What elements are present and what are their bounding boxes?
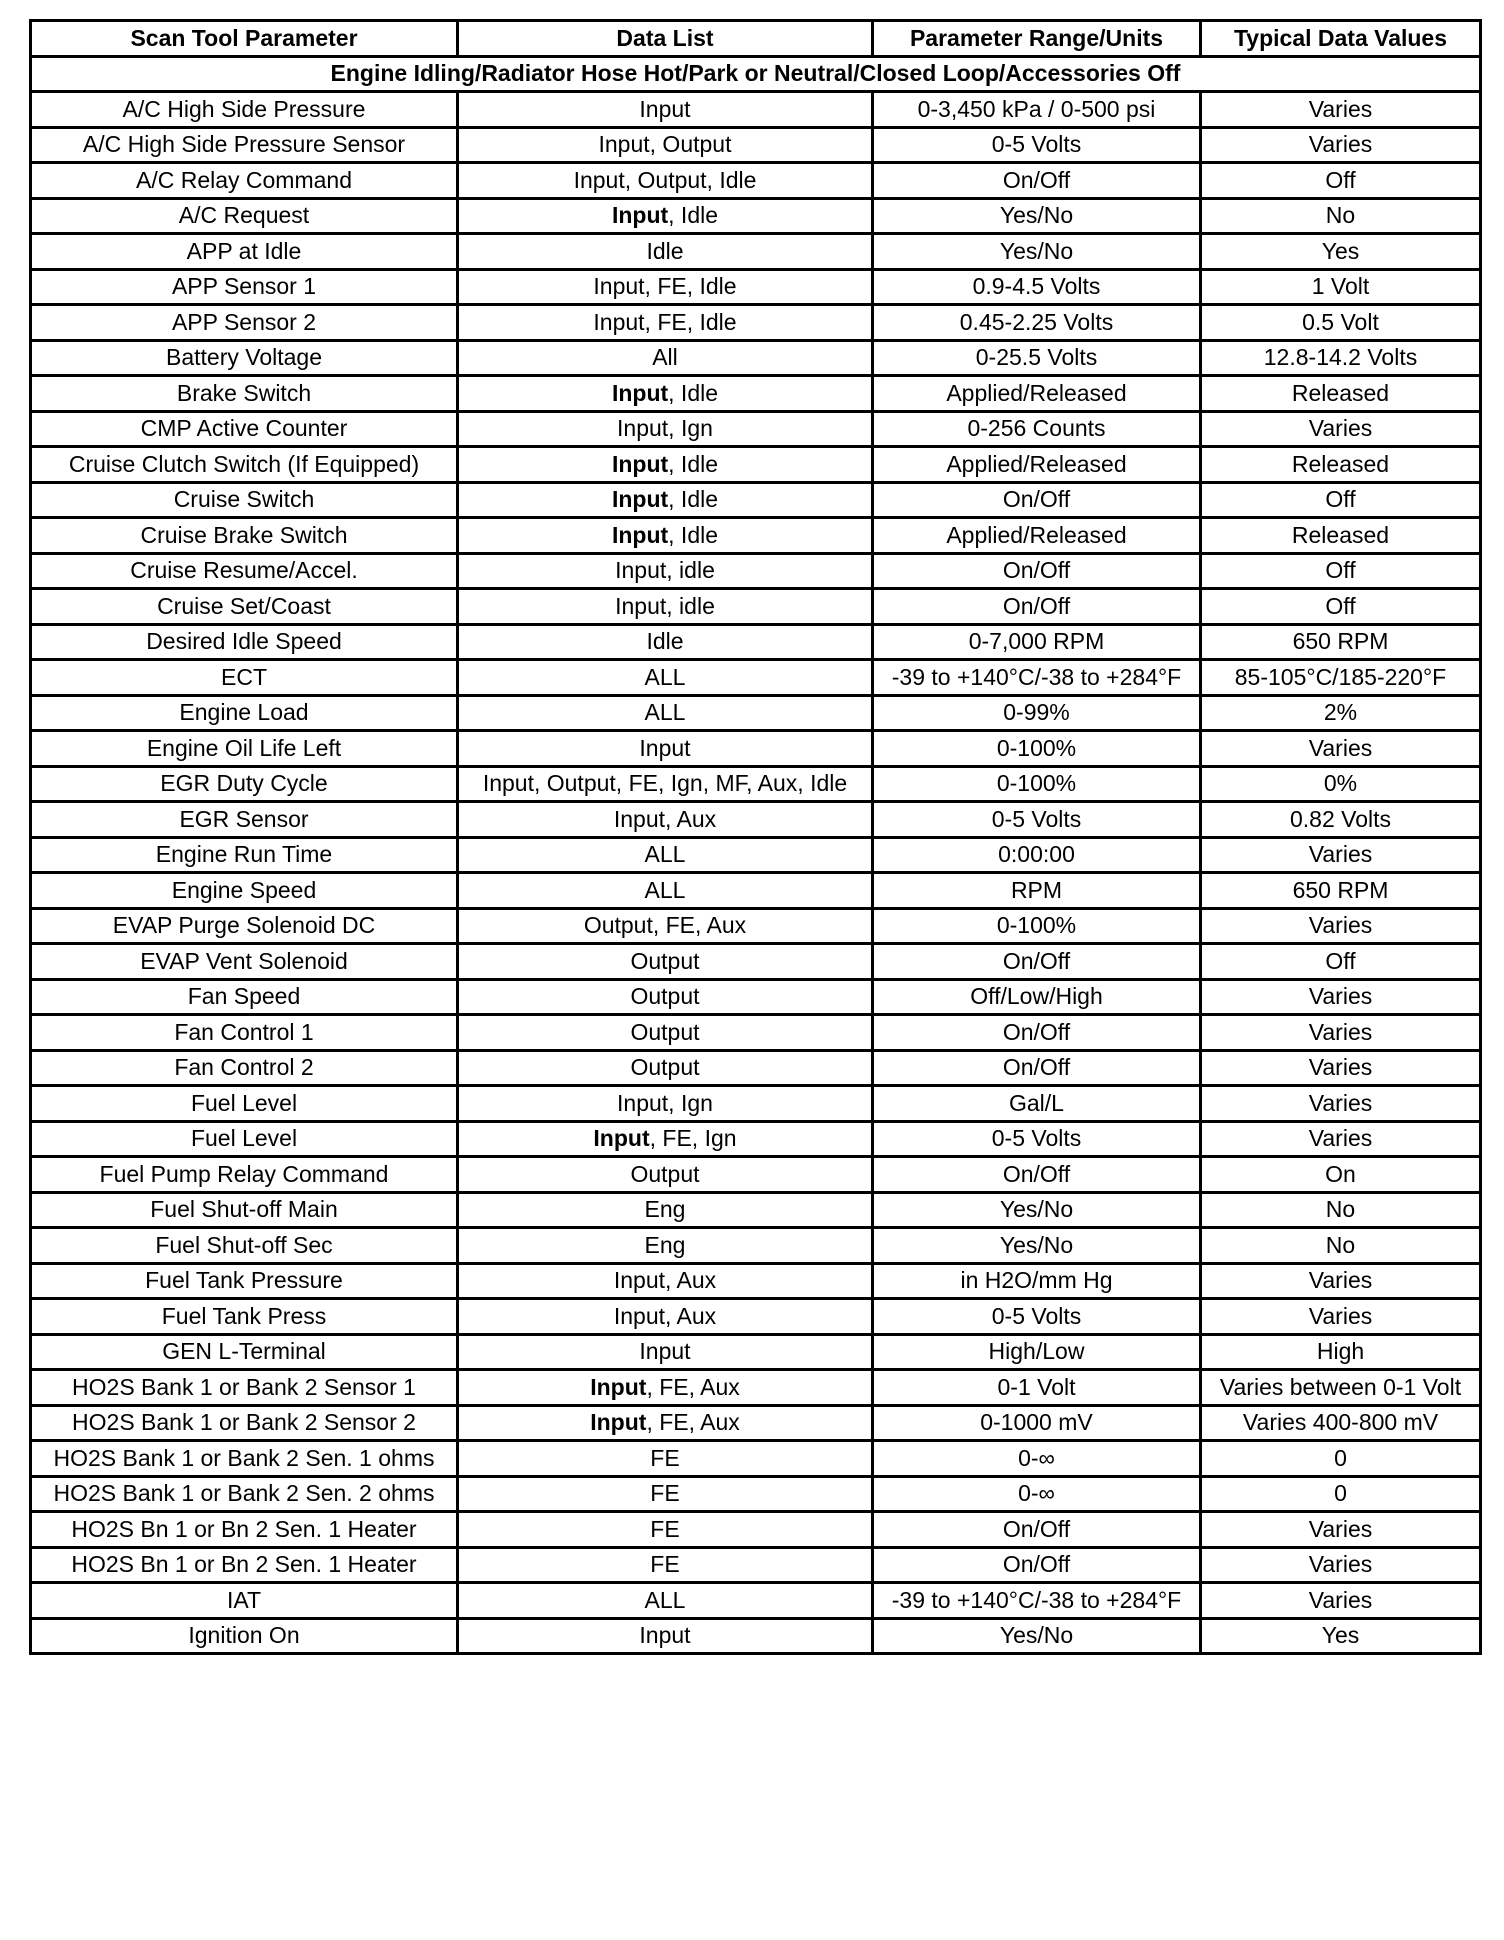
header-scan-tool-parameter: Scan Tool Parameter xyxy=(31,21,458,57)
table-row xyxy=(31,1228,1481,1264)
cell-data-list xyxy=(458,234,873,270)
cell-range: 0-100% xyxy=(873,766,1201,802)
cell-typical: 12.8-14.2 Volts xyxy=(1201,340,1481,376)
cell-parameter: Cruise Switch xyxy=(31,482,458,518)
cell-typical: Varies xyxy=(1201,1512,1481,1548)
data-list-regular-part: Input, Aux xyxy=(613,1267,717,1294)
cell-typical: Varies xyxy=(1201,1050,1481,1086)
cell-data-list xyxy=(458,1121,873,1157)
cell-data-list xyxy=(458,1157,873,1193)
data-list-regular-part: Input, Aux xyxy=(613,805,717,832)
cell-range: RPM xyxy=(873,873,1201,909)
cell-range: 0-5 Volts xyxy=(873,1299,1201,1335)
cell-data-list xyxy=(458,908,873,944)
cell-data-list xyxy=(458,1405,873,1441)
table-row xyxy=(31,553,1481,589)
cell-parameter: GEN L-Terminal xyxy=(31,1334,458,1370)
table-row xyxy=(31,1299,1481,1335)
cell-parameter: Fuel Shut-off Main xyxy=(31,1192,458,1228)
cell-range: Yes/No xyxy=(873,1192,1201,1228)
cell-range: On/Off xyxy=(873,944,1201,980)
cell-typical: Varies xyxy=(1201,1583,1481,1619)
cell-range: 0-100% xyxy=(873,731,1201,767)
cell-range: Yes/No xyxy=(873,1228,1201,1264)
cell-typical: Released xyxy=(1201,376,1481,412)
cell-parameter: EVAP Purge Solenoid DC xyxy=(31,908,458,944)
cell-parameter: Fuel Level xyxy=(31,1121,458,1157)
cell-range: On/Off xyxy=(873,553,1201,589)
cell-data-list xyxy=(458,1299,873,1335)
data-list-regular-part: ALL xyxy=(644,1586,686,1613)
cell-range: Off/Low/High xyxy=(873,979,1201,1015)
cell-range: Gal/L xyxy=(873,1086,1201,1122)
cell-data-list xyxy=(458,1618,873,1654)
cell-typical: Varies xyxy=(1201,127,1481,163)
data-list-regular-part: Output xyxy=(630,1018,700,1045)
cell-data-list xyxy=(458,802,873,838)
cell-typical: No xyxy=(1201,1228,1481,1264)
data-list-regular-part: Input xyxy=(639,1622,691,1649)
data-list-bold-part: Input xyxy=(590,1373,647,1400)
cell-data-list xyxy=(458,766,873,802)
data-list-regular-part: Input, idle xyxy=(615,557,715,584)
cell-range: On/Off xyxy=(873,1050,1201,1086)
cell-typical: No xyxy=(1201,198,1481,234)
cell-parameter: Cruise Set/Coast xyxy=(31,589,458,625)
table-row xyxy=(31,979,1481,1015)
cell-typical: High xyxy=(1201,1334,1481,1370)
data-list-regular-part: Output xyxy=(630,1054,700,1081)
cell-data-list xyxy=(458,376,873,412)
section-title: Engine Idling/Radiator Hose Hot/Park or Neutral/Closed Loop/Accessories Off xyxy=(31,56,1481,92)
cell-parameter: A/C High Side Pressure xyxy=(31,92,458,128)
cell-parameter: A/C High Side Pressure Sensor xyxy=(31,127,458,163)
header-data-list: Data List xyxy=(458,21,873,57)
data-list-regular-part: FE xyxy=(650,1515,680,1542)
data-list-regular-part: Input xyxy=(639,734,691,761)
data-list-regular-part: Input, FE, Idle xyxy=(593,273,737,300)
cell-data-list xyxy=(458,1192,873,1228)
cell-range: 0-1 Volt xyxy=(873,1370,1201,1406)
table-row xyxy=(31,589,1481,625)
table-row xyxy=(31,447,1481,483)
cell-typical: Yes xyxy=(1201,234,1481,270)
cell-parameter: EVAP Vent Solenoid xyxy=(31,944,458,980)
header-parameter-range: Parameter Range/Units xyxy=(873,21,1201,57)
cell-data-list xyxy=(458,944,873,980)
cell-parameter: Brake Switch xyxy=(31,376,458,412)
cell-parameter: APP at Idle xyxy=(31,234,458,270)
table-row xyxy=(31,1334,1481,1370)
data-list-regular-part: Output xyxy=(630,1160,700,1187)
cell-data-list xyxy=(458,198,873,234)
cell-range: Yes/No xyxy=(873,198,1201,234)
cell-typical: Varies between 0-1 Volt xyxy=(1201,1370,1481,1406)
cell-range: 0-5 Volts xyxy=(873,127,1201,163)
data-list-regular-part: Eng xyxy=(644,1231,686,1258)
cell-typical: 0 xyxy=(1201,1476,1481,1512)
cell-typical: Varies xyxy=(1201,1299,1481,1335)
data-list-regular-part: Input, Ign xyxy=(617,415,713,442)
cell-data-list xyxy=(458,1370,873,1406)
cell-range: Yes/No xyxy=(873,234,1201,270)
cell-range: 0:00:00 xyxy=(873,837,1201,873)
cell-range: On/Off xyxy=(873,589,1201,625)
cell-range: 0-3,450 kPa / 0-500 psi xyxy=(873,92,1201,128)
cell-typical: Off xyxy=(1201,944,1481,980)
cell-data-list xyxy=(458,482,873,518)
cell-typical: Yes xyxy=(1201,1618,1481,1654)
cell-data-list xyxy=(458,553,873,589)
table-row xyxy=(31,1547,1481,1583)
table-row xyxy=(31,1050,1481,1086)
cell-range: 0-5 Volts xyxy=(873,802,1201,838)
table-row xyxy=(31,660,1481,696)
table-row xyxy=(31,1121,1481,1157)
cell-range: 0-99% xyxy=(873,695,1201,731)
cell-parameter: Cruise Resume/Accel. xyxy=(31,553,458,589)
cell-data-list xyxy=(458,624,873,660)
cell-parameter: HO2S Bn 1 or Bn 2 Sen. 1 Heater xyxy=(31,1512,458,1548)
cell-data-list xyxy=(458,340,873,376)
cell-typical: 85-105°C/185-220°F xyxy=(1201,660,1481,696)
cell-typical: Released xyxy=(1201,447,1481,483)
cell-parameter: HO2S Bn 1 or Bn 2 Sen. 1 Heater xyxy=(31,1547,458,1583)
cell-range: Applied/Released xyxy=(873,447,1201,483)
cell-data-list xyxy=(458,1086,873,1122)
table-row xyxy=(31,411,1481,447)
table-row xyxy=(31,1015,1481,1051)
data-list-regular-part: Output xyxy=(630,983,700,1010)
cell-data-list xyxy=(458,1476,873,1512)
cell-parameter: Desired Idle Speed xyxy=(31,624,458,660)
data-list-regular-part: Input xyxy=(639,1338,691,1365)
cell-data-list xyxy=(458,518,873,554)
table-body xyxy=(31,92,1481,1654)
cell-range: On/Off xyxy=(873,1547,1201,1583)
cell-typical: On xyxy=(1201,1157,1481,1193)
cell-typical: Off xyxy=(1201,553,1481,589)
table-row xyxy=(31,127,1481,163)
table-row xyxy=(31,1263,1481,1299)
data-list-bold-part: Input xyxy=(611,521,669,548)
cell-range: 0-∞ xyxy=(873,1476,1201,1512)
cell-parameter: Fuel Level xyxy=(31,1086,458,1122)
cell-parameter: Engine Oil Life Left xyxy=(31,731,458,767)
cell-range: On/Off xyxy=(873,1512,1201,1548)
cell-data-list xyxy=(458,1228,873,1264)
table-row xyxy=(31,269,1481,305)
data-list-regular-part: , Idle xyxy=(668,202,719,229)
cell-data-list xyxy=(458,695,873,731)
table-row xyxy=(31,163,1481,199)
data-list-regular-part: Output xyxy=(630,947,700,974)
table-row xyxy=(31,340,1481,376)
cell-parameter: Battery Voltage xyxy=(31,340,458,376)
cell-parameter: EGR Duty Cycle xyxy=(31,766,458,802)
cell-parameter: IAT xyxy=(31,1583,458,1619)
data-list-regular-part: Input, idle xyxy=(615,592,715,619)
cell-range: Applied/Released xyxy=(873,518,1201,554)
table-row xyxy=(31,766,1481,802)
data-list-regular-part: , Idle xyxy=(668,521,719,548)
cell-typical: Off xyxy=(1201,163,1481,199)
cell-typical: No xyxy=(1201,1192,1481,1228)
cell-range: -39 to +140°C/-38 to +284°F xyxy=(873,660,1201,696)
cell-data-list xyxy=(458,163,873,199)
table-row xyxy=(31,1086,1481,1122)
cell-data-list xyxy=(458,837,873,873)
data-list-bold-part: Input xyxy=(611,450,669,477)
cell-parameter: Engine Speed xyxy=(31,873,458,909)
data-list-regular-part: FE xyxy=(650,1480,680,1507)
cell-data-list xyxy=(458,1334,873,1370)
data-list-regular-part: ALL xyxy=(644,699,686,726)
cell-range: On/Off xyxy=(873,1015,1201,1051)
cell-parameter: Engine Load xyxy=(31,695,458,731)
cell-parameter: Cruise Clutch Switch (If Equipped) xyxy=(31,447,458,483)
table-row xyxy=(31,1441,1481,1477)
cell-range: 0-100% xyxy=(873,908,1201,944)
table-row xyxy=(31,234,1481,270)
table-row xyxy=(31,1476,1481,1512)
cell-range: High/Low xyxy=(873,1334,1201,1370)
data-list-regular-part: Idle xyxy=(646,628,684,655)
cell-range: On/Off xyxy=(873,1157,1201,1193)
cell-parameter: HO2S Bank 1 or Bank 2 Sen. 1 ohms xyxy=(31,1441,458,1477)
data-list-regular-part: , FE, Ign xyxy=(649,1125,737,1152)
table-row xyxy=(31,518,1481,554)
data-list-regular-part: Idle xyxy=(646,237,684,264)
cell-parameter: Fan Control 2 xyxy=(31,1050,458,1086)
cell-parameter: EGR Sensor xyxy=(31,802,458,838)
cell-typical: 2% xyxy=(1201,695,1481,731)
table-row xyxy=(31,731,1481,767)
cell-typical: 650 RPM xyxy=(1201,624,1481,660)
cell-data-list xyxy=(458,1263,873,1299)
table-row xyxy=(31,908,1481,944)
data-list-regular-part: Input, FE, Idle xyxy=(593,308,737,335)
cell-data-list xyxy=(458,660,873,696)
data-list-bold-part: Input xyxy=(611,379,669,406)
cell-range: Yes/No xyxy=(873,1618,1201,1654)
cell-data-list xyxy=(458,269,873,305)
cell-typical: Varies 400-800 mV xyxy=(1201,1405,1481,1441)
cell-range: 0-7,000 RPM xyxy=(873,624,1201,660)
data-list-bold-part: Input xyxy=(593,1125,650,1152)
cell-typical: Varies xyxy=(1201,1015,1481,1051)
data-list-regular-part: FE xyxy=(650,1444,680,1471)
data-list-regular-part: Input xyxy=(639,95,691,122)
cell-typical: Varies xyxy=(1201,837,1481,873)
data-list-regular-part: , Idle xyxy=(668,379,719,406)
cell-typical: Varies xyxy=(1201,92,1481,128)
cell-range: -39 to +140°C/-38 to +284°F xyxy=(873,1583,1201,1619)
data-list-regular-part: Input, Ign xyxy=(617,1089,713,1116)
table-row xyxy=(31,1157,1481,1193)
scan-tool-data-table xyxy=(29,19,1482,1655)
cell-typical: Varies xyxy=(1201,908,1481,944)
table-row xyxy=(31,624,1481,660)
cell-parameter: ECT xyxy=(31,660,458,696)
data-list-bold-part: Input xyxy=(611,202,669,229)
cell-parameter: Ignition On xyxy=(31,1618,458,1654)
cell-data-list xyxy=(458,1050,873,1086)
data-list-regular-part: Input, Output, FE, Ign, MF, Aux, Idle xyxy=(482,770,848,797)
cell-parameter: A/C Relay Command xyxy=(31,163,458,199)
cell-typical: Varies xyxy=(1201,979,1481,1015)
cell-data-list xyxy=(458,1512,873,1548)
data-list-regular-part: , FE, Aux xyxy=(646,1373,740,1400)
header-row xyxy=(31,21,1481,57)
data-list-regular-part: Output, FE, Aux xyxy=(583,912,747,939)
data-list-regular-part: Input, Output, Idle xyxy=(573,166,757,193)
table-row xyxy=(31,695,1481,731)
cell-data-list xyxy=(458,979,873,1015)
cell-parameter: CMP Active Counter xyxy=(31,411,458,447)
cell-parameter: Fuel Shut-off Sec xyxy=(31,1228,458,1264)
data-list-regular-part: All xyxy=(652,344,678,371)
table-row xyxy=(31,1405,1481,1441)
table-row xyxy=(31,92,1481,128)
table-row xyxy=(31,1583,1481,1619)
data-list-regular-part: ALL xyxy=(644,841,686,868)
cell-typical: 0.82 Volts xyxy=(1201,802,1481,838)
cell-typical: 1 Volt xyxy=(1201,269,1481,305)
table-row xyxy=(31,1618,1481,1654)
cell-parameter: Fan Control 1 xyxy=(31,1015,458,1051)
cell-parameter: Fuel Pump Relay Command xyxy=(31,1157,458,1193)
cell-typical: 0% xyxy=(1201,766,1481,802)
cell-data-list xyxy=(458,92,873,128)
cell-parameter: Fuel Tank Press xyxy=(31,1299,458,1335)
data-list-regular-part: FE xyxy=(650,1551,680,1578)
cell-typical: 650 RPM xyxy=(1201,873,1481,909)
data-list-regular-part: ALL xyxy=(644,876,686,903)
cell-data-list xyxy=(458,305,873,341)
cell-range: 0-∞ xyxy=(873,1441,1201,1477)
cell-typical: Varies xyxy=(1201,1121,1481,1157)
cell-parameter: Cruise Brake Switch xyxy=(31,518,458,554)
table-row xyxy=(31,802,1481,838)
cell-typical: Released xyxy=(1201,518,1481,554)
cell-typical: 0.5 Volt xyxy=(1201,305,1481,341)
table-row xyxy=(31,305,1481,341)
table-row xyxy=(31,873,1481,909)
cell-range: Applied/Released xyxy=(873,376,1201,412)
cell-data-list xyxy=(458,411,873,447)
data-list-regular-part: Input, Aux xyxy=(613,1302,717,1329)
section-row xyxy=(31,56,1481,92)
cell-typical: Off xyxy=(1201,482,1481,518)
table-row xyxy=(31,1370,1481,1406)
cell-parameter: Fan Speed xyxy=(31,979,458,1015)
data-list-bold-part: Input xyxy=(590,1409,647,1436)
table-row xyxy=(31,198,1481,234)
cell-range: On/Off xyxy=(873,163,1201,199)
table-row xyxy=(31,837,1481,873)
data-list-regular-part: Input, Output xyxy=(598,131,732,158)
cell-typical: Off xyxy=(1201,589,1481,625)
cell-data-list xyxy=(458,1015,873,1051)
cell-data-list xyxy=(458,1547,873,1583)
cell-typical: Varies xyxy=(1201,731,1481,767)
data-list-regular-part: Eng xyxy=(644,1196,686,1223)
cell-range: 0-256 Counts xyxy=(873,411,1201,447)
cell-parameter: Fuel Tank Pressure xyxy=(31,1263,458,1299)
data-list-bold-part: Input xyxy=(611,486,669,513)
cell-parameter: Engine Run Time xyxy=(31,837,458,873)
header-typical-values: Typical Data Values xyxy=(1201,21,1481,57)
data-list-regular-part: , Idle xyxy=(668,450,719,477)
table-row xyxy=(31,482,1481,518)
cell-range: On/Off xyxy=(873,482,1201,518)
data-list-regular-part: , Idle xyxy=(668,486,719,513)
cell-typical: Varies xyxy=(1201,1263,1481,1299)
table-row xyxy=(31,1192,1481,1228)
cell-typical: 0 xyxy=(1201,1441,1481,1477)
table-row xyxy=(31,944,1481,980)
cell-data-list xyxy=(458,731,873,767)
cell-typical: Varies xyxy=(1201,1547,1481,1583)
cell-data-list xyxy=(458,873,873,909)
cell-parameter: HO2S Bank 1 or Bank 2 Sensor 1 xyxy=(31,1370,458,1406)
cell-parameter: A/C Request xyxy=(31,198,458,234)
cell-data-list xyxy=(458,1441,873,1477)
cell-parameter: HO2S Bank 1 or Bank 2 Sensor 2 xyxy=(31,1405,458,1441)
cell-parameter: APP Sensor 2 xyxy=(31,305,458,341)
cell-range: 0-25.5 Volts xyxy=(873,340,1201,376)
cell-range: in H2O/mm Hg xyxy=(873,1263,1201,1299)
cell-data-list xyxy=(458,447,873,483)
cell-range: 0.45-2.25 Volts xyxy=(873,305,1201,341)
cell-data-list xyxy=(458,127,873,163)
table-row xyxy=(31,1512,1481,1548)
cell-parameter: APP Sensor 1 xyxy=(31,269,458,305)
cell-data-list xyxy=(458,1583,873,1619)
cell-data-list xyxy=(458,589,873,625)
data-list-regular-part: , FE, Aux xyxy=(646,1409,740,1436)
cell-range: 0-1000 mV xyxy=(873,1405,1201,1441)
table-row xyxy=(31,376,1481,412)
cell-parameter: HO2S Bank 1 or Bank 2 Sen. 2 ohms xyxy=(31,1476,458,1512)
cell-range: 0.9-4.5 Volts xyxy=(873,269,1201,305)
cell-typical: Varies xyxy=(1201,1086,1481,1122)
cell-typical: Varies xyxy=(1201,411,1481,447)
cell-range: 0-5 Volts xyxy=(873,1121,1201,1157)
data-list-regular-part: ALL xyxy=(644,663,686,690)
